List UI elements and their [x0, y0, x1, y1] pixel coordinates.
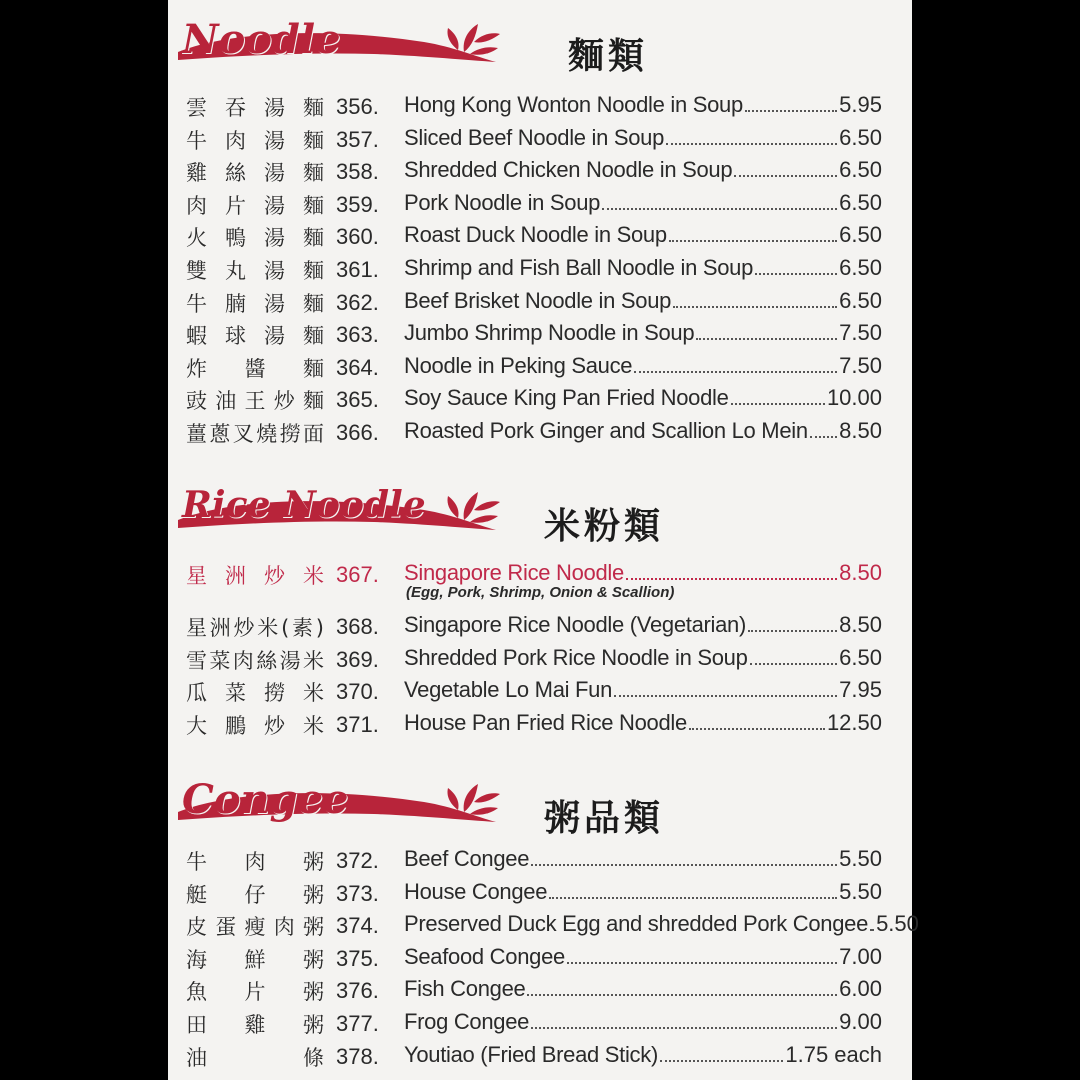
item-name-cn: 火鴨湯麵 — [186, 226, 324, 251]
menu-item — [168, 318, 912, 350]
item-number: 377. — [336, 1011, 379, 1036]
item-number: 372. — [336, 848, 379, 873]
section-title-en: Noodle — [182, 16, 341, 63]
dot-leader — [614, 694, 837, 697]
dot-leader — [626, 577, 837, 580]
menu-item — [168, 220, 912, 252]
item-name-cn: 星洲炒米(素) — [186, 616, 324, 640]
item-name-en: Vegetable Lo Mai Fun — [404, 677, 613, 703]
item-name-en: House Pan Fried Rice Noodle — [404, 709, 687, 735]
item-line — [404, 1009, 882, 1037]
item-line — [404, 976, 882, 1004]
dot-leader — [750, 662, 838, 665]
item-number: 376. — [336, 978, 379, 1004]
item-name-cn: 瓜菜撈米 — [186, 681, 324, 706]
item-line — [404, 255, 882, 283]
item-name-cn: 炸醬麵 — [186, 356, 324, 381]
item-name-en: Frog Congee — [404, 1009, 530, 1034]
item-line — [404, 645, 882, 673]
item-name-en: Shredded Chicken Noodle in Soup — [404, 157, 733, 183]
item-number: 357. — [336, 126, 379, 152]
item-name-cn: 星洲炒米 — [186, 564, 324, 588]
item-price: 7.00 — [839, 943, 882, 969]
item-name-en: Beef Brisket Noodle in Soup — [404, 287, 672, 313]
menu-item — [168, 155, 912, 187]
item-name-en: Singapore Rice Noodle — [404, 560, 624, 585]
dot-leader — [669, 239, 837, 242]
menu-item — [168, 974, 912, 1006]
item-number: 373. — [336, 880, 379, 906]
item-price: 6.50 — [839, 189, 882, 215]
item-name-en: Youtiao (Fried Bread Stick) — [404, 1041, 658, 1067]
item-name-en: Roasted Pork Ginger and Scallion Lo Mein — [404, 418, 808, 443]
dot-leader — [531, 1026, 837, 1029]
item-line — [404, 612, 882, 640]
item-name-cn: 大鵬炒米 — [186, 713, 324, 738]
menu-item — [168, 942, 912, 974]
dot-leader — [870, 928, 874, 931]
section-title-cn: 米粉類 — [544, 506, 665, 547]
item-name-en: Sliced Beef Noodle in Soup — [404, 124, 665, 150]
item-name-en: Fish Congee — [404, 976, 526, 1002]
section-title-en: Congee — [182, 776, 349, 823]
item-price: 6.50 — [839, 222, 882, 248]
menu-page — [168, 0, 919, 1080]
item-price: 5.50 — [839, 846, 882, 871]
item-name-cn: 雞絲湯麵 — [186, 161, 324, 186]
item-price: 7.50 — [839, 320, 882, 346]
item-name-en: House Congee — [404, 878, 548, 904]
item-name-en: Shrimp and Fish Ball Noodle in Soup — [404, 255, 754, 280]
menu-item — [168, 1040, 912, 1072]
item-price: 7.50 — [839, 352, 882, 378]
rice-noodle-banner — [174, 480, 504, 540]
item-name-en: Singapore Rice Noodle (Vegetarian) — [404, 612, 747, 637]
item-price: 5.50 — [876, 911, 919, 937]
item-line — [404, 1042, 882, 1070]
item-name-cn: 蝦球湯麵 — [186, 324, 324, 349]
item-number: 362. — [336, 289, 379, 315]
item-price: 10.00 — [826, 385, 882, 411]
item-number: 360. — [336, 224, 379, 250]
item-name-en: Jumbo Shrimp Noodle in Soup — [404, 320, 695, 346]
dot-leader — [567, 961, 837, 964]
item-price: 5.95 — [839, 92, 882, 117]
item-name-cn: 田雞粥 — [186, 1013, 324, 1037]
item-price: 6.50 — [839, 157, 882, 183]
item-name-cn: 油條 — [186, 1045, 324, 1070]
item-line — [404, 710, 882, 738]
section-title-cn: 麵類 — [568, 36, 649, 77]
item-line — [404, 911, 919, 939]
item-name-cn: 雪菜肉絲湯米 — [186, 648, 324, 673]
item-number: 367. — [336, 562, 379, 587]
dot-leader — [549, 896, 837, 899]
item-line — [404, 222, 882, 250]
menu-item — [168, 416, 912, 448]
item-name-cn: 雙丸湯麵 — [186, 259, 324, 283]
item-price: 9.00 — [839, 1009, 882, 1034]
dot-leader — [527, 993, 837, 996]
item-price: 8.50 — [839, 418, 882, 443]
section-title-cn: 粥品類 — [544, 798, 665, 839]
menu-item — [168, 90, 912, 122]
item-number: 375. — [336, 945, 379, 971]
dot-leader — [745, 109, 837, 112]
item-number: 368. — [336, 614, 379, 639]
item-number: 364. — [336, 354, 379, 380]
dot-leader — [602, 207, 837, 210]
item-number: 365. — [336, 387, 379, 413]
dot-leader — [748, 629, 837, 632]
item-price: 1.75 each — [785, 1041, 882, 1067]
menu-item — [168, 675, 912, 707]
menu-item — [168, 844, 912, 876]
item-line — [404, 418, 882, 446]
item-note: (Egg, Pork, Shrimp, Onion & Scallion) — [406, 584, 675, 601]
menu-item — [168, 286, 912, 318]
item-name-en: Pork Noodle in Soup — [404, 189, 601, 215]
menu-item — [168, 877, 912, 909]
menu-item — [168, 188, 912, 220]
item-line — [404, 879, 882, 907]
dot-leader — [731, 402, 825, 405]
dot-leader — [660, 1059, 783, 1062]
menu-item — [168, 383, 912, 415]
item-name-en: Beef Congee — [404, 846, 530, 871]
item-price: 8.50 — [839, 560, 882, 585]
item-line — [404, 320, 882, 348]
dot-leader — [810, 435, 837, 438]
item-number: 356. — [336, 94, 379, 119]
item-price: 7.95 — [839, 677, 882, 703]
dot-leader — [673, 305, 837, 308]
menu-item — [168, 351, 912, 383]
dot-leader — [666, 142, 837, 145]
item-number: 366. — [336, 420, 379, 445]
item-name-cn: 雲吞湯麵 — [186, 96, 324, 120]
item-name-cn: 魚片粥 — [186, 980, 324, 1005]
item-number: 374. — [336, 913, 379, 939]
item-line — [404, 944, 882, 972]
item-line — [404, 190, 882, 218]
item-name-cn: 薑蔥叉燒撈面 — [186, 422, 324, 446]
item-name-cn: 牛腩湯麵 — [186, 291, 324, 316]
item-name-en: Preserved Duck Egg and shredded Pork Congee — [404, 911, 869, 937]
noodle-banner — [174, 12, 504, 72]
item-price: 12.50 — [826, 709, 882, 735]
item-price: 6.50 — [839, 287, 882, 313]
dot-leader — [696, 337, 837, 340]
item-line — [404, 157, 882, 185]
item-name-cn: 牛肉湯麵 — [186, 128, 324, 153]
dot-leader — [689, 727, 825, 730]
item-name-en: Roast Duck Noodle in Soup — [404, 222, 667, 248]
item-name-cn: 艇仔粥 — [186, 882, 324, 907]
item-number: 358. — [336, 159, 379, 185]
menu-item — [168, 123, 912, 155]
item-price: 5.50 — [839, 878, 882, 904]
menu-item — [168, 909, 919, 941]
item-line — [404, 125, 882, 153]
item-price: 6.00 — [839, 976, 882, 1002]
item-number: 361. — [336, 257, 379, 282]
menu-item — [168, 610, 912, 642]
item-line — [404, 385, 882, 413]
item-number: 359. — [336, 191, 379, 217]
dot-leader — [531, 863, 837, 866]
item-line — [404, 846, 882, 874]
item-name-cn: 肉片湯麵 — [186, 193, 324, 218]
item-line — [404, 92, 882, 120]
dot-leader — [734, 174, 837, 177]
item-number: 378. — [336, 1043, 379, 1069]
dot-leader — [755, 272, 837, 275]
item-line — [404, 353, 882, 381]
item-name-cn: 牛肉粥 — [186, 850, 324, 874]
item-price: 6.50 — [839, 644, 882, 670]
item-name-cn: 皮蛋瘦肉粥 — [186, 915, 324, 940]
item-line — [404, 677, 882, 705]
item-name-en: Soy Sauce King Pan Fried Noodle — [404, 385, 729, 411]
menu-item — [168, 1007, 912, 1039]
item-number: 369. — [336, 646, 379, 672]
item-line — [404, 288, 882, 316]
item-name-cn: 海鮮粥 — [186, 947, 324, 972]
item-name-en: Hong Kong Wonton Noodle in Soup — [404, 92, 743, 117]
item-price: 8.50 — [839, 612, 882, 637]
congee-banner — [174, 772, 504, 832]
section-title-en: Rice Noodle — [182, 484, 426, 526]
item-name-cn: 豉油王炒麵 — [186, 389, 324, 414]
menu-item — [168, 253, 912, 285]
menu-item — [168, 643, 912, 675]
item-price: 6.50 — [839, 124, 882, 150]
item-number: 370. — [336, 679, 379, 705]
item-number: 371. — [336, 711, 379, 737]
item-name-en: Shredded Pork Rice Noodle in Soup — [404, 644, 748, 670]
menu-item — [168, 708, 912, 740]
item-price: 6.50 — [839, 255, 882, 280]
item-name-en: Seafood Congee — [404, 943, 565, 969]
item-name-en: Noodle in Peking Sauce — [404, 352, 633, 378]
dot-leader — [634, 370, 837, 373]
item-number: 363. — [336, 322, 379, 348]
